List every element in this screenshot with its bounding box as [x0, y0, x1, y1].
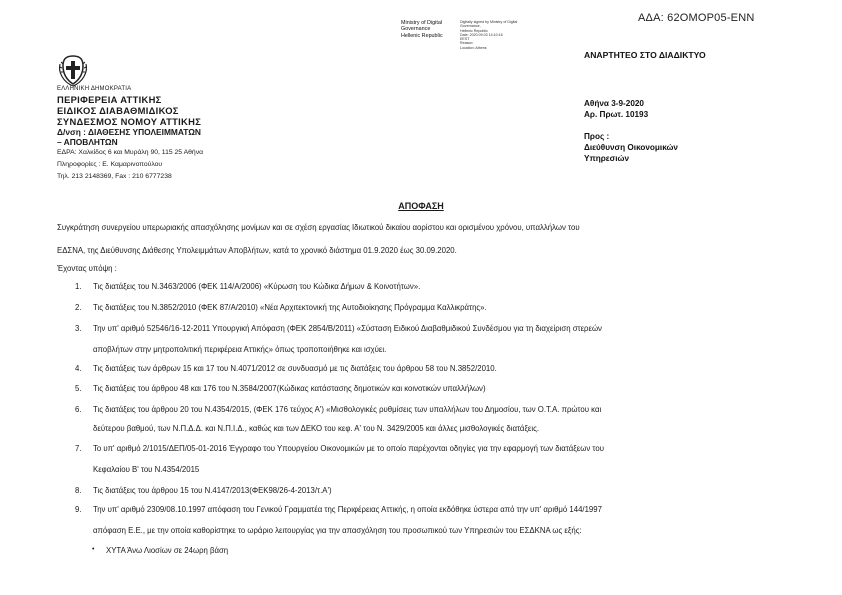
association-name: ΣΥΝΔΕΣΜΟΣ ΝΟΜΟΥ ΑΤΤΙΚΗΣ — [57, 116, 202, 127]
intro-line: ΕΔΣΝΑ, της Διεύθυνσης Διάθεσης Υπολειμμάτων Αποβλήτων, κατά το χρονικό διάστημα 01.9.2020 έως 30.09.2020. — [57, 246, 457, 255]
item-number: 1. — [75, 282, 82, 291]
recipient-line: Διεύθυνση Οικονομικών — [584, 143, 678, 152]
list-item: Τις διατάξεις του Ν.3852/2010 (ΦΕΚ 87/Α/2010) «Νέα Αρχιτεκτονική της Αυτοδιοίκησης Πρόγραμμα Καλλικράτης». — [93, 303, 487, 312]
signature-detail: Location: Athens — [460, 45, 487, 50]
phone-fax: Τηλ. 213 2148369, Fax : 210 6777238 — [57, 173, 172, 180]
list-item: Την υπ' αριθμό 2309/08.10.1997 απόφαση του Γενικού Γραμματέα της Περιφέρειας Αττικής, η οποία εκδόθηκε ύστερα από την υπ' αριθμό 144/1997 — [93, 505, 602, 514]
signature-detail: Governance, — [460, 24, 481, 29]
list-item-cont: απόφαση Ε.Ε., με την οποία καθορίστηκε το ωράριο λειτουργίας για την απασχόληση του προσωπικού των Υπηρεσιών του ΕΣΔΚΝΑ ως εξής: — [93, 526, 582, 535]
item-number: 2. — [75, 303, 82, 312]
info-contact: Πληροφορίες : Ε. Καμαρινοπούλου — [57, 161, 163, 168]
signature-detail: Hellenic Republic — [460, 28, 488, 33]
list-item: Την υπ' αριθμό 52546/16-12-2011 Υπουργική Απόφαση (ΦΕΚ 2854/Β/2011) «Σύσταση Ειδικού Διαβαθμιδικού Συνδέσμου για τη διαχείριση στερεών — [93, 324, 602, 333]
list-item: Τις διατάξεις του άρθρου 48 και 176 του Ν.3584/2007(Κώδικας κατάστασης δημοτικών και κοινοτικών υπαλλήλων) — [93, 384, 486, 393]
signature-detail: Date: 2020.09.03 14:10:16 — [460, 32, 503, 37]
item-number: 7. — [75, 444, 82, 453]
list-item: Το υπ' αριθμό 2/1015/ΔΕΠ/05-01-2016 Έγγραφο του Υπουργείου Οικονομικών με το οποίο παρέχονται οδηγίες για την εφαρμογή των διατάξεων του — [93, 444, 604, 453]
list-item: Τις διατάξεις των άρθρων 15 και 17 του Ν.4071/2012 σε συνδυασμό με τις διατάξεις του άρθρου 58 του Ν.3852/2010. — [93, 364, 497, 373]
signature-line: Hellenic Republic — [401, 32, 443, 39]
title-text: ΑΠΟΦΑΣΗ — [398, 201, 444, 211]
item-number: 4. — [75, 364, 82, 373]
list-item-cont: Κεφαλαίου Β' του Ν.4354/2015 — [93, 465, 200, 474]
signature-detail: Digitally signed by Ministry of Digital — [460, 20, 518, 24]
bullet-item: ΧΥΤΑ Άνω Λιοσίων σε 24ωρη βάση — [106, 546, 229, 555]
item-number: 3. — [75, 324, 82, 333]
region-name: ΠΕΡΙΦΕΡΕΙΑ ΑΤΤΙΚΗΣ — [57, 94, 162, 105]
protocol-number: Αρ. Πρωτ. 10193 — [584, 110, 649, 119]
directorate-name: Δ/νση : ΔΙΑΘΕΣΗΣ ΥΠΟΛΕΙΜΜΑΤΩΝ — [57, 127, 201, 137]
list-item: Τις διατάξεις του άρθρου 15 του Ν.4147/2013(ΦΕΚ98/26-4-2013/τ.Α') — [93, 486, 332, 495]
special-name: ΕΙΔΙΚΟΣ ΔΙΑΒΑΘΜΙΔΙΚΟΣ — [57, 105, 179, 116]
list-item-cont: αποβλήτων στην μητροπολιτική περιφέρεια Αττικής» όπως τροποποιήθηκε και ισχύει. — [93, 345, 387, 354]
signature-detail: Reason: — [460, 41, 474, 46]
directorate-name-cont: – ΑΠΟΒΛΗΤΩΝ — [57, 137, 118, 147]
list-item-cont: δεύτερου βαθμού, των Ν.Π.Δ.Δ. και Ν.Π.Ι.Δ., καθώς και των ΔΕΚΟ του κεφ. Α' του Ν. 3429/2005 και άλλες μισθολογικές διατάξεις. — [93, 424, 540, 433]
item-number: 5. — [75, 384, 82, 393]
signature-line: Ministry of Digital — [401, 20, 443, 26]
country-name: ΕΛΛΗΝΙΚΗ ΔΗΜΟΚΡΑΤΙΑ — [57, 86, 132, 92]
item-number: 6. — [75, 405, 82, 414]
considering-label: Έχοντας υπόψη : — [57, 264, 117, 273]
to-label: Προς : — [584, 132, 610, 141]
signature-line: Governance — [401, 26, 431, 33]
item-number: 9. — [75, 505, 82, 514]
ada-code: ΑΔΑ: 62ΟΜΟΡ05-ΕΝΝ — [638, 12, 755, 24]
bullet-icon: • — [92, 546, 95, 553]
signature-detail: EEST — [460, 37, 470, 42]
document-date: Αθήνα 3-9-2020 — [584, 99, 644, 108]
recipient-line: Υπηρεσιών — [584, 154, 630, 163]
list-item: Τις διατάξεις του άρθρου 20 του Ν.4354/2015, (ΦΕΚ 176 τεύχος Α') «Μισθολογικές ρυθμίσεις των υπαλλήλων του Δημοσίου, των Ο.Τ.Α. πρώτου και — [93, 405, 602, 414]
seat-address: ΕΔΡΑ: Χαλκίδος 6 και Μυράλη 90, 115 25 Αθήνα — [57, 149, 204, 156]
posted-online-label: ΑΝΑΡΤΗΤΕΟ ΣΤΟ ΔΙΑΔΙΚΤΥΟ — [584, 50, 706, 60]
intro-line: Συγκράτηση συνεργείου υπερωριακής απασχόλησης μονίμων και σε σχέση εργασίας Ιδιωτικού δικαίου αορίστου και ορισμένου χρόνου, υπαλλήλων του — [57, 223, 580, 232]
item-number: 8. — [75, 486, 82, 495]
list-item: Τις διατάξεις του Ν.3463/2006 (ΦΕΚ 114/Α/2006) «Κύρωση του Κώδικα Δήμων & Κοινοτήτων». — [93, 282, 421, 291]
